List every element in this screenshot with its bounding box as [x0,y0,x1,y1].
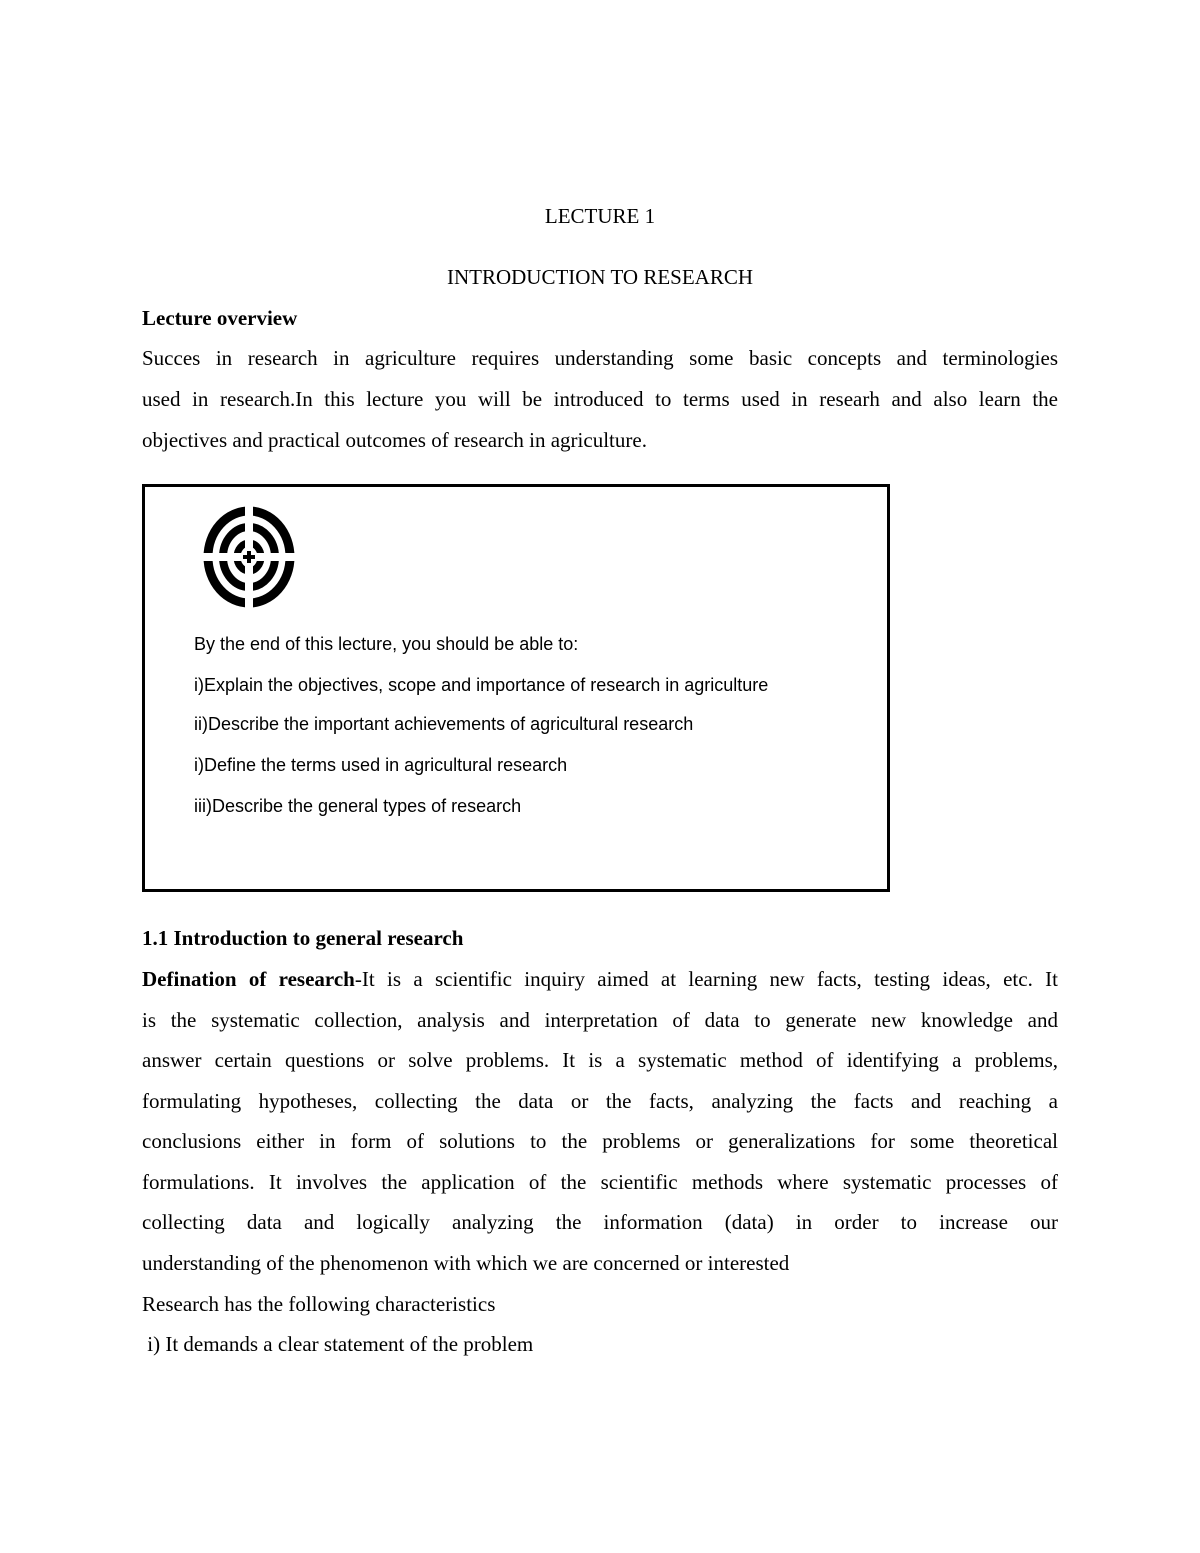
objectives-box [142,484,890,892]
lecture-number: LECTURE 1 [544,204,656,228]
objective-item: ii)Describe the important achievements of agricultural research [194,714,694,734]
lecture-title: INTRODUCTION TO RESEARCH [446,265,754,289]
objectives-intro: By the end of this lecture, you should be able to: [194,634,579,654]
definition-term: Defination of research [142,967,355,991]
objective-item: i)Define the terms used in agricultural research [194,755,568,775]
target-icon [201,503,297,611]
definition-line: formulations. It involves the application of the scientific methods where systematic processes of [142,1170,1058,1194]
section-heading: 1.1 Introduction to general research [142,926,464,950]
overview-line: objectives and practical outcomes of research in agriculture. [142,428,647,452]
overview-line: used in research.In this lecture you will be introduced to terms used in researh and also learn the [142,387,1058,411]
objective-item: iii)Describe the general types of research [194,796,522,816]
overview-heading: Lecture overview [142,306,298,330]
definition-first-line [142,967,1058,991]
definition-text: -It is a scientific inquiry aimed at learning new facts, testing ideas, etc. It [354,967,1058,991]
definition-line: collecting data and logically analyzing the information (data) in order to increase our [142,1210,1058,1234]
definition-line: conclusions either in form of solutions to the problems or generalizations for some theoretical [142,1129,1058,1153]
characteristic-item: i) It demands a clear statement of the problem [142,1332,534,1356]
objective-item: i)Explain the objectives, scope and importance of research in agriculture [194,675,769,695]
definition-line: is the systematic collection, analysis and interpretation of data to generate new knowledge and [142,1008,1058,1032]
definition-line: formulating hypotheses, collecting the data or the facts, analyzing the facts and reaching a [142,1089,1058,1113]
characteristics-intro: Research has the following characteristics [142,1292,496,1316]
definition-line: answer certain questions or solve problems. It is a systematic method of identifying a problems, [142,1048,1058,1072]
definition-line: understanding of the phenomenon with which we are concerned or interested [142,1251,790,1275]
overview-line: Succes in research in agriculture requires understanding some basic concepts and terminologies [142,346,1058,370]
